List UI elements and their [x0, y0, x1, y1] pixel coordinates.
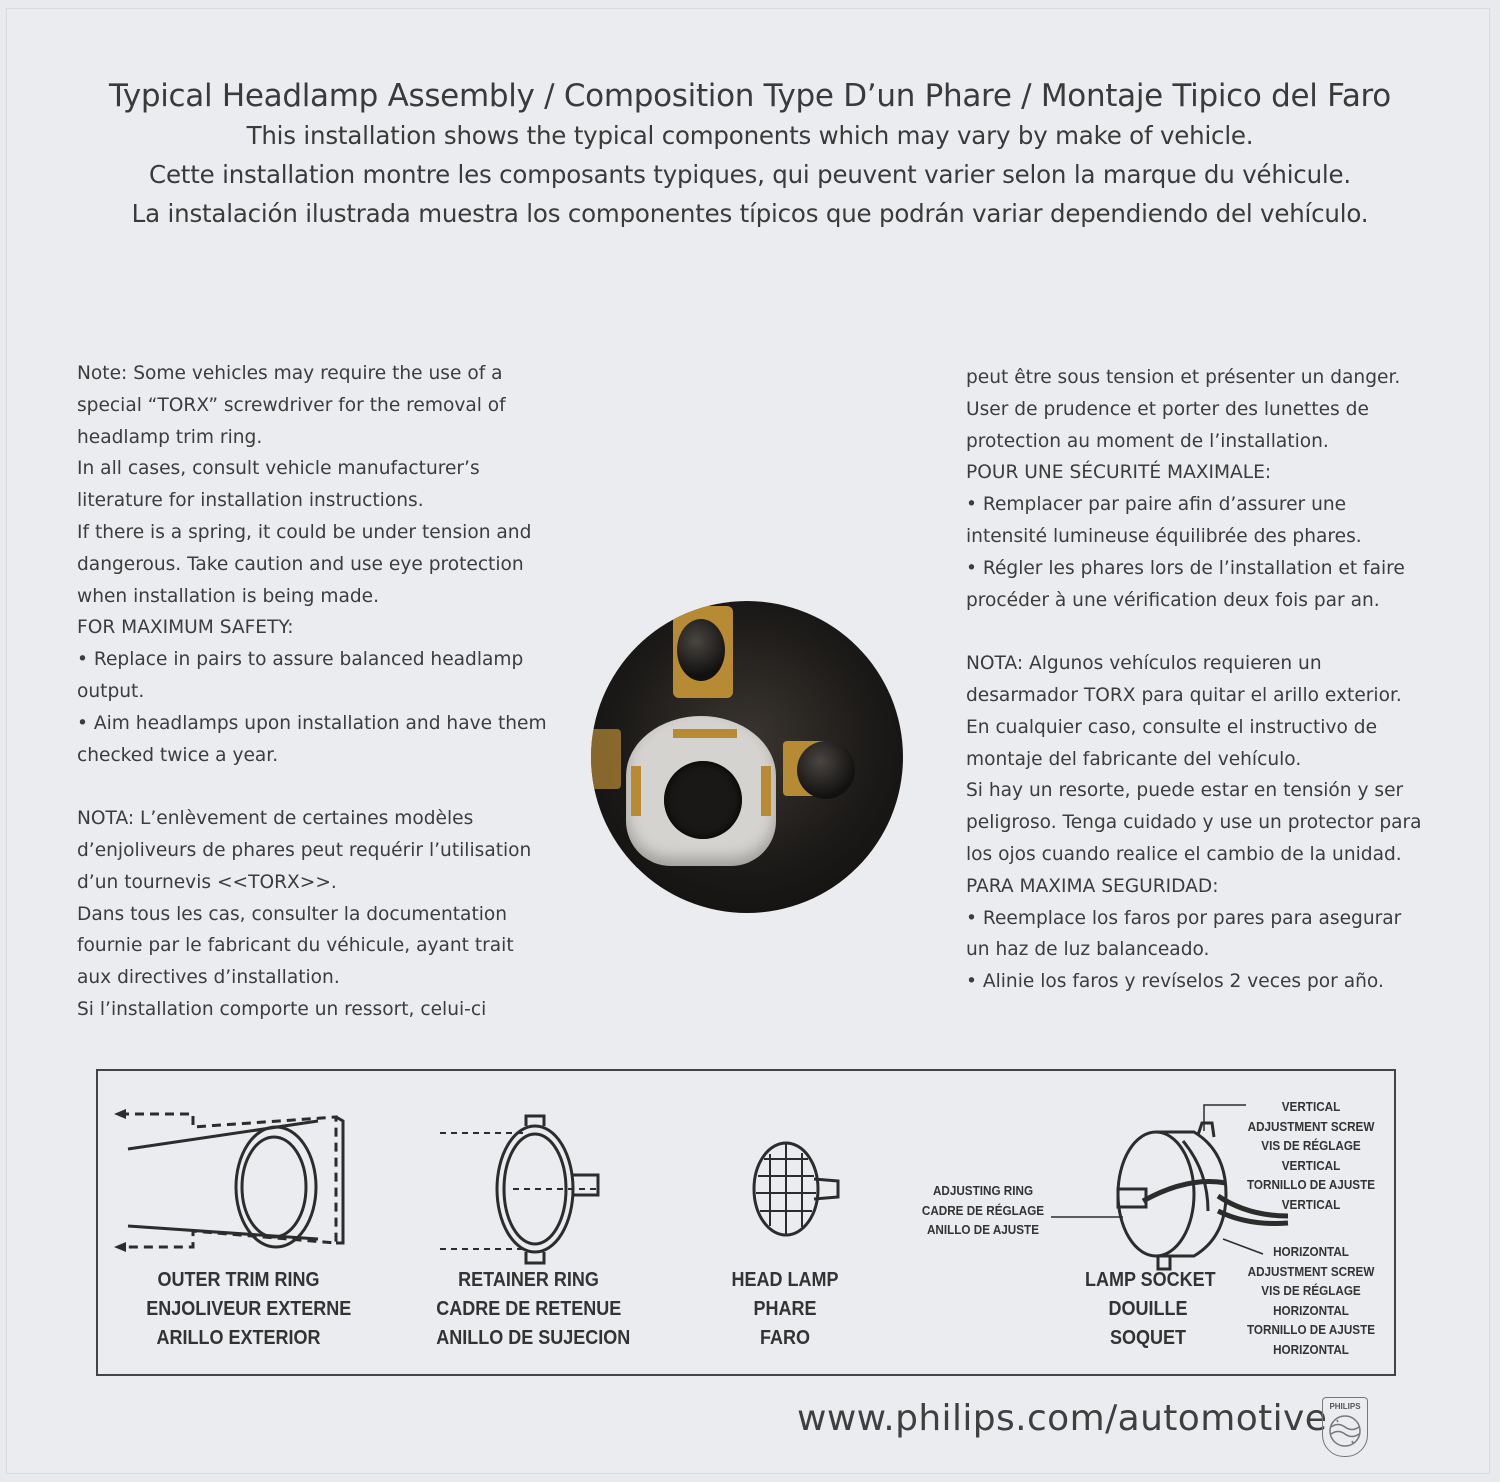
- socket-photo-window: [591, 601, 903, 913]
- text-line: Dans tous les cas, consulter la documentation: [77, 903, 508, 925]
- text-line: intensité lumineuse équilibrée des phares.: [966, 525, 1362, 547]
- text-line: • Alinie los faros y revíselos 2 veces por año.: [966, 971, 1384, 993]
- text-line: If there is a spring, it could be under tension and: [77, 521, 532, 543]
- text-line: • Aim headlamps upon installation and have them: [77, 712, 547, 734]
- text-line: protection au moment de l’installation.: [966, 430, 1329, 452]
- brass-tab: [591, 729, 621, 789]
- retainer-ring-drawing: [440, 1116, 598, 1263]
- text-line: • Reemplace los faros por pares para asegurar: [966, 907, 1402, 929]
- text-line: FOR MAXIMUM SAFETY:: [77, 617, 294, 639]
- text-line: • Remplacer par paire afin d’assurer une: [966, 494, 1347, 516]
- text-line: In all cases, consult vehicle manufacturer’s: [77, 458, 480, 480]
- terminal: [673, 729, 737, 738]
- logo-emblem-icon: [1325, 1411, 1365, 1451]
- page-title: Typical Headlamp Assembly / Composition Type D’un Phare / Montaje Tipico del Faro: [109, 78, 1391, 114]
- retainer-ring-label: RETAINER RING CADRE DE RETENUE ANILLO DE SUJECION: [436, 1269, 631, 1349]
- text-line: procéder à une vérification deux fois par an.: [966, 589, 1380, 611]
- assembly-diagram: [96, 1069, 1396, 1376]
- head-lamp-label: HEAD LAMP PHARE FARO: [731, 1269, 839, 1349]
- left-instructions: [77, 358, 547, 1026]
- subtitle-es: La instalación ilustrada muestra los componentes típicos que podrán variar dependiendo del vehículo.: [131, 199, 1369, 228]
- text-line: NOTA: L’enlèvement de certaines modèles: [77, 808, 474, 830]
- text-line: un haz de luz balanceado.: [966, 939, 1210, 961]
- text-line: • Régler les phares lors de l’installation et faire: [966, 557, 1405, 579]
- outer-trim-ring-drawing: [114, 1109, 343, 1252]
- text-line: Si hay un resorte, puede estar en tensión y ser: [966, 780, 1404, 802]
- text-line: d’un tournevis <<TORX>>.: [77, 871, 337, 893]
- text-line: special “TORX” screwdriver for the removal of: [77, 394, 506, 416]
- adjusting-ring-label: ADJUSTING RING CADRE DE RÉGLAGE ANILLO DE AJUSTE: [921, 1183, 1045, 1237]
- text-line: montaje del fabricante del vehículo.: [966, 748, 1302, 770]
- text-line: d’enjoliveurs de phares peut requérir l’utilisation: [77, 839, 532, 861]
- text-line: when installation is being made.: [77, 585, 380, 607]
- head-lamp-drawing: [754, 1143, 838, 1235]
- text-line: checked twice a year.: [77, 744, 279, 766]
- text-line: headlamp trim ring.: [77, 426, 263, 448]
- horizontal-screw-label: HORIZONTAL ADJUSTMENT SCREW VIS DE RÉGLAGE HORIZONTAL TORNILLO DE AJUSTE HORIZONTAL: [1246, 1244, 1376, 1357]
- outer-trim-ring-label: OUTER TRIM RING ENJOLIVEUR EXTERNE ARILLO EXTERIOR: [146, 1269, 352, 1349]
- adjuster-bolt: [797, 741, 855, 799]
- text-line: dangerous. Take caution and use eye protection: [77, 553, 524, 575]
- header: [0, 78, 1500, 233]
- socket-hole: [664, 761, 742, 839]
- subtitle-fr: Cette installation montre les composants typiques, qui peuvent varier selon la marque du véhicule.: [149, 160, 1351, 189]
- terminal: [761, 766, 771, 816]
- lamp-socket-label: LAMP SOCKET DOUILLE SOQUET: [1085, 1269, 1216, 1349]
- text-line: literature for installation instructions.: [77, 490, 424, 512]
- website-url: www.philips.com/automotive: [797, 1398, 1328, 1439]
- text-line: NOTA: Algunos vehículos requieren un: [966, 653, 1322, 675]
- subtitle-en: This installation shows the typical components which may vary by make of vehicle.: [246, 121, 1254, 150]
- leader-lines: [1051, 1105, 1263, 1254]
- text-line: aux directives d’installation.: [77, 967, 340, 989]
- text-line: PARA MAXIMA SEGURIDAD:: [966, 875, 1219, 897]
- text-line: output.: [77, 680, 145, 702]
- right-instructions: [966, 362, 1422, 998]
- text-line: Note: Some vehicles may require the use of a: [77, 363, 503, 384]
- text-line: • Replace in pairs to assure balanced headlamp: [77, 649, 524, 671]
- text-line: peligroso. Tenga cuidado y use un protector para: [966, 812, 1422, 834]
- terminal: [631, 766, 641, 816]
- vertical-screw-label: VERTICAL ADJUSTMENT SCREW VIS DE RÉGLAGE VERTICAL TORNILLO DE AJUSTE VERTICAL: [1246, 1099, 1376, 1212]
- text-line: POUR UNE SÉCURITÉ MAXIMALE:: [966, 462, 1272, 484]
- text-line: fournie par le fabricant du véhicule, ayant trait: [77, 935, 514, 957]
- text-line: User de prudence et porter des lunettes de: [966, 398, 1369, 420]
- philips-shield-logo: PHILIPS: [1322, 1397, 1368, 1457]
- text-line: los ojos cuando realice el cambio de la unidad.: [966, 843, 1402, 865]
- text-line: desarmador TORX para quitar el arillo exterior.: [966, 684, 1402, 706]
- text-line: Si l’installation comporte un ressort, celui-ci: [77, 998, 487, 1020]
- adjuster-bolt: [677, 619, 725, 681]
- text-line: En cualquier caso, consulte el instructivo de: [966, 716, 1378, 738]
- text-line: peut être sous tension et présenter un danger.: [966, 367, 1401, 388]
